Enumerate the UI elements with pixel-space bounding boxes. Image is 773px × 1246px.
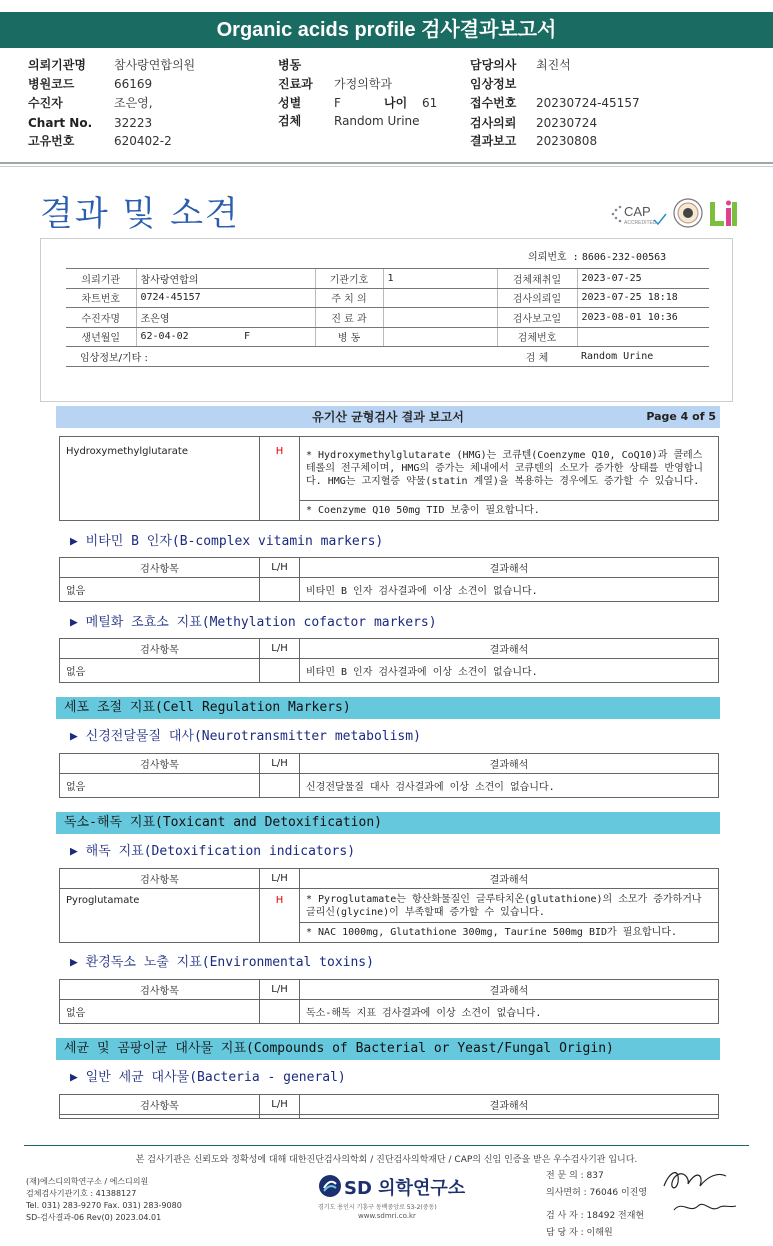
section-header: 독소-해독 지표(Toxicant and Detoxification) xyxy=(56,812,720,834)
neurotransmitter-table: 검사항목 L/H 결과해석 없음 신경전달물질 대사 검사결과에 이상 소견이 없습니다. xyxy=(59,753,719,798)
info-value: 조은영, xyxy=(114,96,153,110)
certification-text: 본 검사기관은 신뢰도와 정확성에 대해 대한진단검사의학회 / 진단검사의학재단 / CAP의 신임 인증을 받은 우수검사기관 입니다. xyxy=(135,1155,638,1165)
info-value: 참사랑연합의원 xyxy=(114,58,196,72)
subsection-title: ▶ 메틸화 조효소 지표(Methylation cofactor markers) xyxy=(70,615,437,630)
bacteria-table: 검사항목 L/H 결과해석 xyxy=(59,1094,719,1119)
methylation-table: 검사항목 L/H 결과해석 없음 비타민 B 인자 검사결과에 이상 소견이 없습니다. xyxy=(59,638,719,683)
signature-icon xyxy=(660,1164,750,1220)
info-value: 20230724 xyxy=(536,116,598,130)
accreditation-logos xyxy=(610,196,740,230)
info-value: 32223 xyxy=(114,116,153,130)
b-vitamin-table: 검사항목 L/H 결과해석 없음 비타민 B 인자 검사결과에 이상 소견이 없습니다. xyxy=(59,557,719,602)
sd-logo-icon xyxy=(318,1174,342,1198)
info-label: 병원코드 xyxy=(28,77,75,91)
info-value: 66169 xyxy=(114,77,153,91)
info-label: 성별 xyxy=(278,96,302,110)
info-value: Random Urine xyxy=(334,114,420,128)
age-label: 나이 xyxy=(384,96,408,110)
report-title: 유기산 균형검사 결과 보고서 xyxy=(312,410,464,424)
info-label: 병동 xyxy=(278,58,302,72)
org-url[interactable]: www.sdmri.co.kr xyxy=(358,1212,416,1220)
info-value: 20230808 xyxy=(536,134,598,148)
lm-logo-icon xyxy=(710,201,737,227)
lab-info: (재)에스디의학연구소 / 에스디의원 검체검사기관기호 : 41388127 Tel. 031) 283-9270 Fax. 031) 283-9080 SD-검사결과-06 Rev(0) 2023.04.01 xyxy=(26,1177,182,1222)
interpretation-note: * Hydroxymethylglutarate (HMG)는 코큐텐(Coenzyme Q10, CoQ10)과 콜레스테롤의 전구체이며, HMG의 증가는 체내에서 코큐텐의 소모가 증가한 상태를 반영합니다. HMG는 고지혈증 약물(statin 계열)을 복용하는 경우에도 증가할 수 있습니다. xyxy=(300,437,719,501)
cap-logo-icon xyxy=(612,204,666,226)
info-label: Chart No. xyxy=(28,116,93,130)
info-label: 결과보고 xyxy=(470,134,517,148)
section-title: 결과 및 소견 xyxy=(40,194,240,234)
svg-text:CAP: CAP xyxy=(624,204,651,219)
subsection-title: ▶ 일반 세균 대사물(Bacteria - general) xyxy=(70,1070,346,1085)
section-header: 세포 조절 지표(Cell Regulation Markers) xyxy=(56,697,720,719)
item-name: Pyroglutamate xyxy=(60,889,260,943)
page-number: Page 4 of 5 xyxy=(646,410,716,423)
sd-lab-logo xyxy=(318,1174,466,1224)
info-label: 수진자 xyxy=(28,96,63,110)
subsection-title: ▶ 해독 지표(Detoxification indicators) xyxy=(70,844,356,859)
info-label: 의뢰기관명 xyxy=(28,58,86,72)
info-value: F xyxy=(334,96,341,110)
section-header: 세균 및 곰팡이균 대사물 지표(Compounds of Bacterial or Yeast/Fungal Origin) xyxy=(56,1038,720,1060)
seal-logo-icon xyxy=(674,199,702,227)
env-toxin-table: 검사항목 L/H 결과해석 없음 독소-해독 지표 검사결과에 이상 소견이 없습니다. xyxy=(59,979,719,1024)
staff-list: 전 문 의 : 837 의사면허 : 76046 이진영 검 사 자 : 18492 전재현 담 당 자 : 이해원 xyxy=(546,1171,648,1238)
divider xyxy=(0,166,773,167)
hmg-table xyxy=(59,436,719,521)
info-label: 검체 xyxy=(278,114,302,128)
age-value: 61 xyxy=(422,96,438,110)
info-label: 임상정보 xyxy=(470,77,517,91)
info-label: 진료과 xyxy=(278,77,313,91)
info-label: 담당의사 xyxy=(470,58,517,72)
divider xyxy=(0,162,773,164)
subsection-title: ▶ 환경독소 노출 지표(Environmental toxins) xyxy=(70,955,374,970)
report-header-title: Organic acids profile 검사결과보고서 xyxy=(0,12,773,48)
info-label: 검사의뢰 xyxy=(470,116,517,130)
svg-text:ACCREDITED: ACCREDITED xyxy=(624,220,657,226)
detox-table: 검사항목 L/H 결과해석 Pyroglutamate H * Pyroglutamate는 항산화물질인 글루타치온(glutathione)의 소모가 증가하거나 글리신(glycine)이 부족할때 증가할 수 있습니다. * NAC 1000mg, Glutathione 300mg, Taurine 500mg BID가 필요합니다. xyxy=(59,868,719,943)
request-number: 의뢰번호 : 8606-232-00563 xyxy=(528,252,667,263)
interpretation-note: * Pyroglutamate는 항산화물질인 글루타치온(glutathione)의 소모가 증가하거나 글리신(glycine)이 부족할때 증가할 수 있습니다. xyxy=(300,889,719,923)
flag-high: H xyxy=(260,889,300,943)
subsection-title: ▶ 신경전달물질 대사(Neurotransmitter metabolism) xyxy=(70,729,421,744)
footer-divider xyxy=(24,1145,749,1146)
info-value: 최진석 xyxy=(536,58,571,72)
info-value: 20230724-45157 xyxy=(536,96,640,110)
subsection-title: ▶ 비타민 B 인자(B-complex vitamin markers) xyxy=(70,534,384,549)
info-label: 고유번호 xyxy=(28,134,75,148)
flag-high: H xyxy=(260,437,300,521)
recommendation-note: * Coenzyme Q10 50mg TID 보충이 필요합니다. xyxy=(300,501,719,521)
report-title-bar xyxy=(56,406,720,428)
info-label: 접수번호 xyxy=(470,96,517,110)
item-name: Hydroxymethylglutarate xyxy=(60,437,260,521)
org-address: 경기도 용인시 기흥구 동백중앙로 53-2(중동) xyxy=(318,1204,437,1211)
org-name: SD 의학연구소 xyxy=(344,1178,466,1199)
recommendation-note: * NAC 1000mg, Glutathione 300mg, Taurine 500mg BID가 필요합니다. xyxy=(300,923,719,943)
info-value: 가정의학과 xyxy=(334,77,392,91)
info-value: 620402-2 xyxy=(114,134,172,148)
patient-detail-table: 의뢰기관 참사랑연합의 기관기호 1 검체채취일 2023-07-25 차트번호 0724-45157 주 치 의 검사의뢰일 2023-07-25 18:18 수진자명 조은영 진 료 과 검사보고일 2023-08-01 10:36 생년월일 62-04-02 F 병 동 검체번호 임상정보/기타 : 검 체 Random Urine xyxy=(66,268,709,367)
